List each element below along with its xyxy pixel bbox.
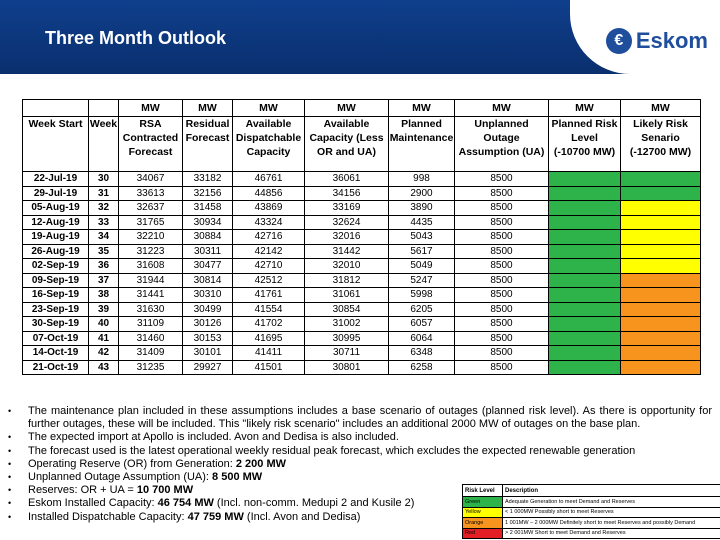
- planned-risk-cell: [549, 288, 621, 303]
- residual-forecast-cell: 30934: [183, 215, 233, 230]
- legend-row: [463, 518, 720, 529]
- table-body: [23, 172, 701, 375]
- eskom-logo-text: Eskom: [635, 28, 708, 53]
- likely-risk-cell: [621, 360, 701, 375]
- available-capacity-cell: 44856: [233, 186, 305, 201]
- planned-risk-cell: [549, 201, 621, 216]
- week-start-cell: 14-Oct-19: [23, 346, 89, 361]
- available-capacity-cell: 41695: [233, 331, 305, 346]
- three-month-outlook-table: [22, 99, 701, 375]
- column-header: [455, 117, 549, 172]
- likely-risk-cell: [621, 201, 701, 216]
- available-capacity-cell: 42512: [233, 273, 305, 288]
- units-row: [23, 100, 701, 117]
- residual-forecast-cell: 30499: [183, 302, 233, 317]
- week-cell: 32: [89, 201, 119, 216]
- bullet-icon: •: [8, 511, 12, 522]
- rsa-forecast-cell: 31235: [119, 360, 183, 375]
- legend-description-cell: 1 001MW – 2 000MW Definitely short to meet Reserves and possibly Demand: [503, 518, 720, 529]
- bullet-icon: •: [8, 498, 12, 509]
- planned-risk-cell: [549, 346, 621, 361]
- bullet-text-part: 2 200 MW: [235, 457, 286, 470]
- bullet-icon: •: [8, 445, 12, 456]
- bullet-text: [28, 405, 712, 431]
- week-cell: 38: [89, 288, 119, 303]
- bullet-icon: •: [8, 472, 12, 483]
- rsa-forecast-cell: 31944: [119, 273, 183, 288]
- planned-risk-cell: [549, 317, 621, 332]
- legend-level-cell: Orange: [463, 518, 503, 529]
- bullet-text-part: The forecast used is the latest operational weekly residual peak forecast, which excludes the expected renewable generation: [28, 444, 636, 457]
- eskom-logo-icon: €: [606, 28, 632, 54]
- available-capacity-cell: 42710: [233, 259, 305, 274]
- planned-maintenance-cell: 6205: [389, 302, 455, 317]
- unplanned-outage-cell: 8500: [455, 201, 549, 216]
- unplanned-outage-cell: 8500: [455, 331, 549, 346]
- week-start-cell: 09-Sep-19: [23, 273, 89, 288]
- column-header-line: Maintenance: [389, 132, 454, 144]
- column-header-line: Residual: [185, 118, 230, 130]
- week-cell: 36: [89, 259, 119, 274]
- table-row: [23, 288, 701, 303]
- bullet-text-part: Unplanned Outage Assumption (UA):: [28, 471, 213, 484]
- available-capacity-cell: 43869: [233, 201, 305, 216]
- unplanned-outage-cell: 8500: [455, 172, 549, 187]
- available-less-cell: 30995: [305, 331, 389, 346]
- unit-cell: [89, 100, 119, 117]
- header-bar: [0, 0, 720, 74]
- column-header-line: Outage: [483, 132, 520, 144]
- table-row: [23, 186, 701, 201]
- column-header-line: Capacity: [246, 146, 291, 158]
- unit-cell: MW: [183, 100, 233, 117]
- week-start-cell: 23-Sep-19: [23, 302, 89, 317]
- bullet-item: [8, 458, 712, 471]
- residual-forecast-cell: 30126: [183, 317, 233, 332]
- planned-maintenance-cell: 6348: [389, 346, 455, 361]
- likely-risk-cell: [621, 346, 701, 361]
- column-header: [23, 117, 89, 172]
- rsa-forecast-cell: 31441: [119, 288, 183, 303]
- available-capacity-cell: 42142: [233, 244, 305, 259]
- week-cell: 41: [89, 331, 119, 346]
- column-header-line: Planned: [401, 118, 442, 130]
- planned-maintenance-cell: 5247: [389, 273, 455, 288]
- planned-risk-cell: [549, 172, 621, 187]
- bullet-text-part: Eskom Installed Capacity:: [28, 497, 158, 510]
- column-header-line: Dispatchable: [235, 132, 302, 144]
- planned-risk-cell: [549, 244, 621, 259]
- legend-level-cell: Red: [463, 528, 503, 539]
- unplanned-outage-cell: 8500: [455, 346, 549, 361]
- unit-cell: MW: [233, 100, 305, 117]
- available-less-cell: 30711: [305, 346, 389, 361]
- residual-forecast-cell: 30311: [183, 244, 233, 259]
- likely-risk-cell: [621, 259, 701, 274]
- column-header: [119, 117, 183, 172]
- unplanned-outage-cell: 8500: [455, 215, 549, 230]
- planned-maintenance-cell: 5998: [389, 288, 455, 303]
- week-cell: 34: [89, 230, 119, 245]
- residual-forecast-cell: 30310: [183, 288, 233, 303]
- planned-maintenance-cell: 2900: [389, 186, 455, 201]
- bullet-text-part: Operating Reserve (OR) from Generation:: [28, 457, 236, 470]
- week-start-cell: 16-Sep-19: [23, 288, 89, 303]
- residual-forecast-cell: 30101: [183, 346, 233, 361]
- table-row: [23, 201, 701, 216]
- planned-risk-cell: [549, 360, 621, 375]
- likely-risk-cell: [621, 317, 701, 332]
- rsa-forecast-cell: 33613: [119, 186, 183, 201]
- column-header-line: Week Start: [28, 118, 83, 130]
- residual-forecast-cell: 31458: [183, 201, 233, 216]
- week-cell: 42: [89, 346, 119, 361]
- table-row: [23, 346, 701, 361]
- residual-forecast-cell: 30884: [183, 230, 233, 245]
- week-start-cell: 19-Aug-19: [23, 230, 89, 245]
- column-header-line: Capacity (Less: [309, 132, 384, 144]
- bullet-text-part: 46 754 MW: [157, 497, 214, 510]
- unplanned-outage-cell: 8500: [455, 360, 549, 375]
- legend-row: [463, 497, 720, 508]
- column-header-line: Unplanned: [474, 118, 529, 130]
- eskom-logo: [606, 28, 708, 54]
- column-header: [233, 117, 305, 172]
- column-header-line: OR and UA): [317, 146, 376, 158]
- rsa-forecast-cell: 31109: [119, 317, 183, 332]
- column-header-line: Likely Risk: [633, 118, 688, 130]
- table-row: [23, 244, 701, 259]
- column-header: [305, 117, 389, 172]
- likely-risk-cell: [621, 273, 701, 288]
- column-header: [183, 117, 233, 172]
- legend-header-description: Description: [503, 485, 720, 497]
- residual-forecast-cell: 30814: [183, 273, 233, 288]
- planned-risk-cell: [549, 331, 621, 346]
- planned-maintenance-cell: 6057: [389, 317, 455, 332]
- available-less-cell: 33169: [305, 201, 389, 216]
- week-start-cell: 21-Oct-19: [23, 360, 89, 375]
- column-header-line: Level: [571, 132, 598, 144]
- bullet-text-part: 10 700 MW: [136, 484, 194, 497]
- table-row: [23, 230, 701, 245]
- bullet-text-part: 47 759 MW: [187, 510, 244, 523]
- available-less-cell: 31002: [305, 317, 389, 332]
- unit-cell: MW: [621, 100, 701, 117]
- available-capacity-cell: 43324: [233, 215, 305, 230]
- residual-forecast-cell: 32156: [183, 186, 233, 201]
- planned-maintenance-cell: 6258: [389, 360, 455, 375]
- table-row: [23, 302, 701, 317]
- table-row: [23, 317, 701, 332]
- table-row: [23, 215, 701, 230]
- rsa-forecast-cell: 32210: [119, 230, 183, 245]
- week-start-cell: 30-Sep-19: [23, 317, 89, 332]
- legend-description-cell: < 1 000MW Possibly short to meet Reserves: [503, 507, 720, 518]
- available-less-cell: 32016: [305, 230, 389, 245]
- week-cell: 30: [89, 172, 119, 187]
- planned-maintenance-cell: 5043: [389, 230, 455, 245]
- bullet-item: [8, 471, 712, 484]
- unit-cell: [23, 100, 89, 117]
- legend-description-cell: > 2 001MW Short to meet Demand and Reserves: [503, 528, 720, 539]
- column-header-line: Forecast: [128, 146, 173, 158]
- week-start-cell: 29-Jul-19: [23, 186, 89, 201]
- unplanned-outage-cell: 8500: [455, 186, 549, 201]
- available-less-cell: 32010: [305, 259, 389, 274]
- residual-forecast-cell: 30153: [183, 331, 233, 346]
- unit-cell: MW: [455, 100, 549, 117]
- unit-cell: MW: [389, 100, 455, 117]
- likely-risk-cell: [621, 288, 701, 303]
- available-less-cell: 32624: [305, 215, 389, 230]
- logo-area: [570, 0, 720, 74]
- unit-cell: MW: [549, 100, 621, 117]
- available-less-cell: 30854: [305, 302, 389, 317]
- week-start-cell: 07-Oct-19: [23, 331, 89, 346]
- planned-maintenance-cell: 5049: [389, 259, 455, 274]
- planned-maintenance-cell: 6064: [389, 331, 455, 346]
- likely-risk-cell: [621, 186, 701, 201]
- table-row: [23, 259, 701, 274]
- available-capacity-cell: 41501: [233, 360, 305, 375]
- available-less-cell: 31812: [305, 273, 389, 288]
- week-cell: 37: [89, 273, 119, 288]
- bullet-text-part: (Incl. non-comm. Medupi 2 and Kusile 2): [213, 497, 415, 510]
- column-header: [389, 117, 455, 172]
- bullet-text: [28, 458, 712, 471]
- unplanned-outage-cell: 8500: [455, 273, 549, 288]
- likely-risk-cell: [621, 244, 701, 259]
- available-capacity-cell: 41411: [233, 346, 305, 361]
- week-cell: 31: [89, 186, 119, 201]
- rsa-forecast-cell: 31409: [119, 346, 183, 361]
- bullet-text-part: (Incl. Avon and Dedisa): [243, 510, 361, 523]
- available-less-cell: 30801: [305, 360, 389, 375]
- rsa-forecast-cell: 31608: [119, 259, 183, 274]
- column-header-line: (-12700 MW): [629, 146, 692, 158]
- column-header-line: Forecast: [185, 132, 230, 144]
- week-start-cell: 05-Aug-19: [23, 201, 89, 216]
- unplanned-outage-cell: 8500: [455, 259, 549, 274]
- planned-maintenance-cell: 5617: [389, 244, 455, 259]
- legend-header-row: [463, 485, 720, 497]
- bullet-item: [8, 431, 712, 444]
- likely-risk-cell: [621, 172, 701, 187]
- available-less-cell: 34156: [305, 186, 389, 201]
- column-header-line: (-10700 MW): [553, 146, 616, 158]
- available-capacity-cell: 41554: [233, 302, 305, 317]
- table-row: [23, 172, 701, 187]
- bullet-icon: •: [8, 432, 12, 443]
- planned-maintenance-cell: 4435: [389, 215, 455, 230]
- week-cell: 43: [89, 360, 119, 375]
- planned-risk-cell: [549, 215, 621, 230]
- unplanned-outage-cell: 8500: [455, 230, 549, 245]
- likely-risk-cell: [621, 230, 701, 245]
- legend-level-cell: Yellow: [463, 507, 503, 518]
- legend-row: [463, 507, 720, 518]
- bullet-item: [8, 445, 712, 458]
- available-less-cell: 36061: [305, 172, 389, 187]
- bullet-text: [28, 471, 712, 484]
- residual-forecast-cell: 30477: [183, 259, 233, 274]
- planned-risk-cell: [549, 273, 621, 288]
- available-capacity-cell: 46761: [233, 172, 305, 187]
- column-header: [89, 117, 119, 172]
- unplanned-outage-cell: 8500: [455, 288, 549, 303]
- week-start-cell: 22-Jul-19: [23, 172, 89, 187]
- rsa-forecast-cell: 31630: [119, 302, 183, 317]
- week-start-cell: 02-Sep-19: [23, 259, 89, 274]
- column-header-line: Contracted: [122, 132, 179, 144]
- week-start-cell: 26-Aug-19: [23, 244, 89, 259]
- column-header: [549, 117, 621, 172]
- planned-risk-cell: [549, 259, 621, 274]
- residual-forecast-cell: 29927: [183, 360, 233, 375]
- legend-body: [463, 497, 720, 539]
- week-cell: 39: [89, 302, 119, 317]
- likely-risk-cell: [621, 302, 701, 317]
- column-header: [621, 117, 701, 172]
- column-header-line: RSA: [139, 118, 162, 130]
- planned-risk-cell: [549, 186, 621, 201]
- column-header-line: Senario: [641, 132, 680, 144]
- legend-row: [463, 528, 720, 539]
- residual-forecast-cell: 33182: [183, 172, 233, 187]
- bullet-text-part: Reserves: OR + UA =: [28, 484, 137, 497]
- available-capacity-cell: 41702: [233, 317, 305, 332]
- column-header-line: Available: [323, 118, 370, 130]
- available-less-cell: 31442: [305, 244, 389, 259]
- legend-header-risk-level: Risk Level: [463, 485, 503, 497]
- table-row: [23, 273, 701, 288]
- week-cell: 35: [89, 244, 119, 259]
- legend-description-cell: Adequate Generation to meet Demand and Reserves: [503, 497, 720, 508]
- rsa-forecast-cell: 32637: [119, 201, 183, 216]
- likely-risk-cell: [621, 331, 701, 346]
- unplanned-outage-cell: 8500: [455, 302, 549, 317]
- page-title: Three Month Outlook: [45, 28, 226, 48]
- column-header-line: Assumption (UA): [458, 146, 545, 158]
- likely-risk-cell: [621, 215, 701, 230]
- bullet-text-part: 8 500 MW: [212, 471, 263, 484]
- available-capacity-cell: 42716: [233, 230, 305, 245]
- week-cell: 40: [89, 317, 119, 332]
- column-header-line: Available: [245, 118, 292, 130]
- risk-level-legend: [462, 484, 720, 539]
- planned-maintenance-cell: 3890: [389, 201, 455, 216]
- unit-cell: MW: [305, 100, 389, 117]
- available-capacity-cell: 41761: [233, 288, 305, 303]
- week-cell: 33: [89, 215, 119, 230]
- unplanned-outage-cell: 8500: [455, 244, 549, 259]
- bullet-icon: •: [8, 485, 12, 496]
- column-header-row: [23, 117, 701, 172]
- unit-cell: MW: [119, 100, 183, 117]
- legend-level-cell: Green: [463, 497, 503, 508]
- column-header-line: Week: [89, 118, 118, 130]
- rsa-forecast-cell: 31223: [119, 244, 183, 259]
- rsa-forecast-cell: 34067: [119, 172, 183, 187]
- bullet-text: [28, 431, 712, 444]
- planned-risk-cell: [549, 302, 621, 317]
- week-start-cell: 12-Aug-19: [23, 215, 89, 230]
- table-row: [23, 331, 701, 346]
- bullet-icon: •: [8, 458, 12, 469]
- column-header-line: Planned Risk: [551, 118, 618, 130]
- table-row: [23, 360, 701, 375]
- planned-risk-cell: [549, 230, 621, 245]
- rsa-forecast-cell: 31460: [119, 331, 183, 346]
- planned-maintenance-cell: 998: [389, 172, 455, 187]
- bullet-text-part: Installed Dispatchable Capacity:: [28, 510, 188, 523]
- bullet-icon: •: [8, 406, 12, 416]
- bullet-text-part: The expected import at Apollo is included. Avon and Dedisa is also included.: [28, 431, 399, 444]
- bullet-item: [8, 405, 712, 431]
- bullet-text-part: The maintenance plan included in these assumptions includes a base scenario of outages (planned risk level). As there is opportunity for further outages, these will be included. This "likely risk scenario" includes an additional 2000 MW of outages on the base plan.: [28, 405, 712, 431]
- unplanned-outage-cell: 8500: [455, 317, 549, 332]
- available-less-cell: 31061: [305, 288, 389, 303]
- rsa-forecast-cell: 31765: [119, 215, 183, 230]
- bullet-text: [28, 445, 712, 458]
